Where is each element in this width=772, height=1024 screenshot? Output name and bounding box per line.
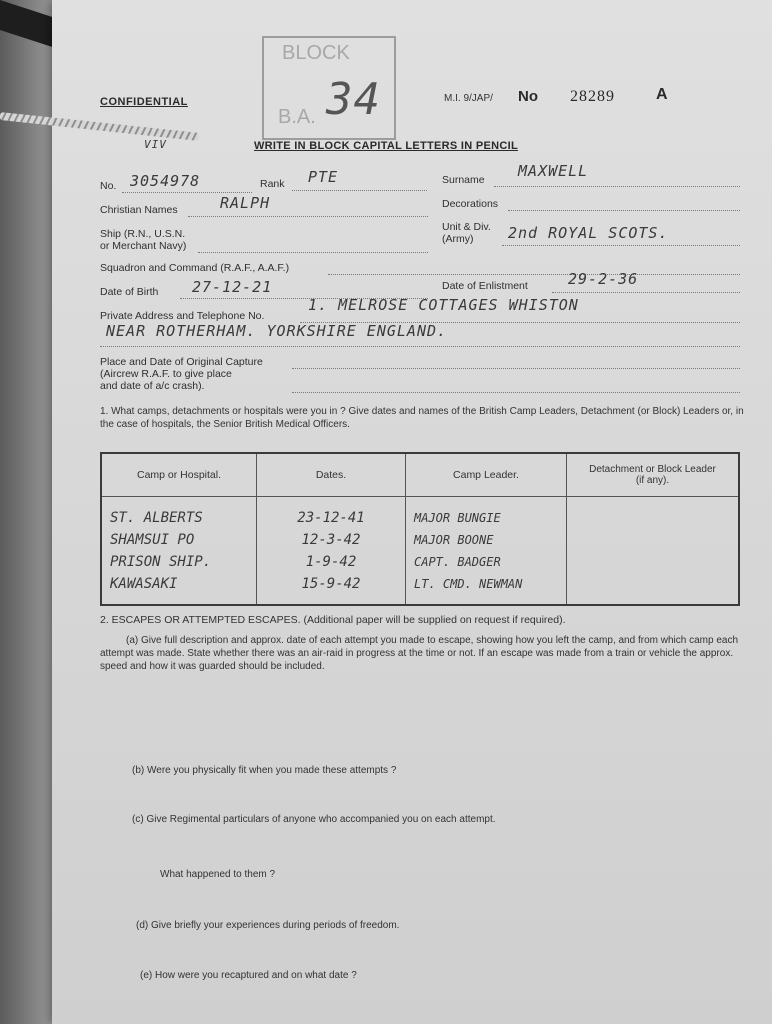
address-line-2: NEAR ROTHERHAM. YORKSHIRE ENGLAND. [106, 322, 448, 340]
ship-label-1: Ship (R.N., U.S.N. [100, 228, 186, 240]
col-leader: Camp Leader. [406, 453, 567, 497]
question-1: 1. What camps, detachments or hospitals were you in ? Give dates and names of the British Camp Leaders, Detachment (or Block) Leaders or, in the case of hospitals, the Senior British Medical Officers. [100, 406, 744, 430]
unit-label-2: (Army) [442, 233, 474, 245]
form-code: M.I. 9/JAP/ [444, 93, 493, 104]
question-2a: (a) Give full description and approx. date of each attempt you made to escape, showing how you left the camp, and from which camp each attempt was made. State whether there was an air-raid in progress at the time or not. If an escape was made from a train or vehicle the approx. speed and how it was guarded should be included. [100, 635, 739, 672]
camp-cell: PRISON SHIP. [110, 554, 212, 570]
christian-names-label: Christian Names [100, 204, 178, 216]
question-2c-followup: What happened to them ? [160, 869, 276, 880]
leader-cell: MAJOR BUNGIE [414, 511, 501, 525]
dob-value: 27-12-21 [192, 278, 273, 296]
ship-label-2: or Merchant Navy) [100, 240, 187, 252]
camps-table [100, 452, 740, 606]
surname-value: MAXWELL [518, 162, 589, 180]
surname-label: Surname [442, 174, 485, 186]
leader-cell: MAJOR BOONE [414, 533, 494, 547]
dob-label: Date of Birth [100, 286, 159, 298]
capture-label-3: and date of a/c crash). [100, 380, 205, 392]
address-label: Private Address and Telephone No. [100, 310, 265, 322]
leader-cell: CAPT. BADGER [414, 555, 501, 569]
serial-number: 28289 [570, 88, 615, 105]
no-label: No. [100, 180, 117, 192]
leader-column [406, 497, 567, 606]
unit-label-1: Unit & Div. [442, 221, 491, 233]
stamp-line1: BLOCK [282, 42, 350, 64]
margin-mark: VIV [144, 138, 167, 151]
leader-cell: LT. CMD. NEWMAN [414, 577, 523, 591]
col-detachment: Detachment or Block Leader (if any). [567, 453, 740, 497]
detachment-column [567, 497, 740, 606]
serial-suffix: A [656, 86, 668, 103]
date-cell: 1-9-42 [305, 554, 357, 570]
decorations-label: Decorations [442, 198, 499, 210]
number-label: No [518, 88, 538, 105]
document-page [52, 0, 772, 1024]
squadron-label: Squadron and Command (R.A.F., A.A.F.) [100, 262, 290, 274]
no-value: 3054978 [130, 172, 201, 190]
camp-cell: SHAMSUI PO [110, 532, 195, 548]
stamp-line2: B.A. [278, 106, 316, 128]
capture-label-2: (Aircrew R.A.F. to give place [100, 368, 232, 380]
date-cell: 15-9-42 [301, 576, 361, 592]
confidential-label: CONFIDENTIAL [100, 96, 188, 108]
question-2e: (e) How were you recaptured and on what date ? [140, 970, 357, 981]
question-2d: (d) Give briefly your experiences during periods of freedom. [136, 920, 400, 931]
col-dates: Dates. [257, 453, 406, 497]
camp-cell: ST. ALBERTS [110, 510, 203, 526]
rank-label: Rank [260, 178, 285, 190]
date-cell: 12-3-42 [301, 532, 361, 548]
instruction-heading: WRITE IN BLOCK CAPITAL LETTERS IN PENCIL [254, 140, 518, 152]
stamp-number: 34 [326, 74, 381, 125]
enlistment-label: Date of Enlistment [442, 280, 528, 292]
unit-value: 2nd ROYAL SCOTS. [508, 224, 669, 242]
question-2c: (c) Give Regimental particulars of anyone who accompanied you on each attempt. [132, 814, 496, 825]
rank-value: PTE [308, 168, 339, 186]
christian-names-value: RALPH [220, 194, 271, 212]
camp-column [101, 497, 257, 606]
enlistment-value: 29-2-36 [568, 270, 639, 288]
block-stamp [262, 36, 396, 140]
capture-label-1: Place and Date of Original Capture [100, 356, 263, 368]
question-2b: (b) Were you physically fit when you made these attempts ? [132, 765, 397, 776]
col-camp: Camp or Hospital. [101, 453, 257, 497]
dates-column [257, 497, 406, 606]
question-2-title: 2. ESCAPES OR ATTEMPTED ESCAPES. (Additional paper will be supplied on request if required). [100, 614, 566, 626]
address-line-1: 1. MELROSE COTTAGES WHISTON [308, 296, 579, 314]
date-cell: 23-12-41 [297, 510, 365, 526]
camp-cell: KAWASAKI [110, 576, 178, 592]
